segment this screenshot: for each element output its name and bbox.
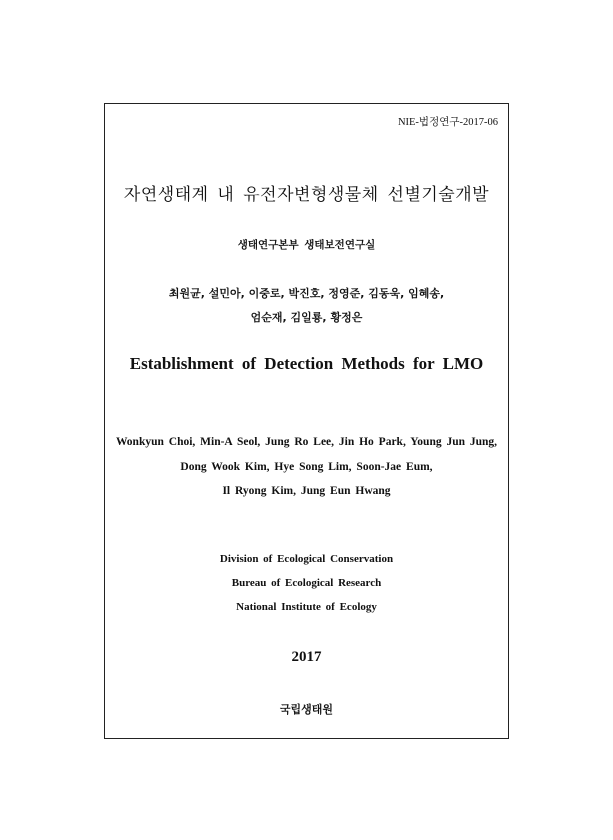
authors-korean-line-2: 엄순재, 김일룡, 황정은 [250, 311, 363, 324]
authors-korean-line-1: 최원균, 설민아, 이중로, 박진호, 정영준, 김동욱, 임혜송, [168, 287, 445, 300]
authors-english-line-2: Dong Wook Kim, Hye Song Lim, Soon-Jae Eum, [180, 461, 433, 473]
title-english: Establishment of Detection Methods for LMO [129, 354, 484, 373]
publisher-korean: 국립생태원 [279, 703, 334, 716]
report-id: NIE-법정연구-2017-06 [397, 117, 498, 128]
title-korean: 자연생태계 내 유전자변형생물체 선별기술개발 [123, 185, 490, 205]
affiliation-division: Division of Ecological Conservation [219, 553, 394, 565]
affiliation-bureau: Bureau of Ecological Research [231, 577, 382, 589]
affiliation-institute: National Institute of Ecology [236, 601, 377, 613]
publication-year: 2017 [291, 649, 322, 665]
cover-frame [104, 103, 509, 739]
authors-english-line-1: Wonkyun Choi, Min-A Seol, Jung Ro Lee, Jin Ho Park, Young Jun Jung, [115, 436, 498, 448]
authors-english-line-3: Il Ryong Kim, Jung Eun Hwang [222, 485, 391, 497]
department-korean: 생태연구본부 생태보전연구실 [237, 239, 376, 251]
